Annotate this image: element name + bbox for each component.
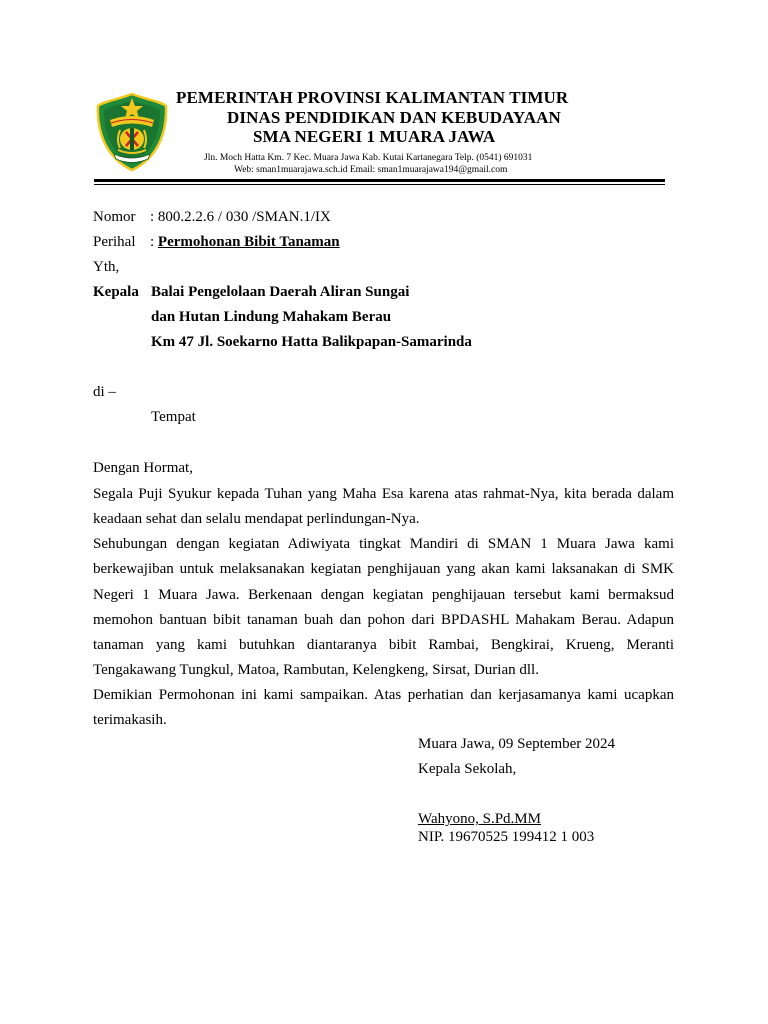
signature-name: Wahyono, S.Pd.MM — [418, 811, 541, 827]
letterhead-department: DINAS PENDIDIKAN DAN KEBUDAYAAN — [227, 108, 561, 127]
greeting: Dengan Hormat, — [93, 460, 193, 476]
tempat-label: Tempat — [151, 409, 196, 425]
paragraph-line: tanaman yang kami butuhkan diantaranya bibit Rambai, Bengkirai, Krueng, Meranti — [93, 637, 674, 654]
recipient-line3: Km 47 Jl. Soekarno Hatta Balikpapan-Samarinda — [151, 334, 472, 350]
kaltim-emblem-logo — [96, 92, 168, 172]
paragraph-line: Demikian Permohonan ini kami sampaikan. Atas perhatian dan kerjasamanya kami ucapkan — [93, 687, 674, 703]
paragraph-line: memohon bantuan bibit tanaman buah dan pohon dari BPDASHL Mahakam Berau. Adapun — [93, 611, 674, 628]
paragraph-2 — [93, 532, 674, 684]
letterhead-divider-thin — [94, 184, 665, 185]
paragraph-3 — [93, 683, 674, 734]
di-label: di – — [93, 384, 116, 400]
letterhead-school: SMA NEGERI 1 MUARA JAWA — [253, 127, 496, 146]
yth-label: Yth, — [93, 259, 120, 275]
paragraph-1 — [93, 482, 674, 533]
letterhead-government: PEMERINTAH PROVINSI KALIMANTAN TIMUR — [176, 88, 569, 107]
signature-nip: NIP. 19670525 199412 1 003 — [418, 829, 595, 845]
paragraph-line: keadaan sehat dan selalu mendapat perlindungan-Nya. — [93, 511, 420, 528]
perihal-label: Perihal — [93, 234, 136, 250]
paragraph-line: Segala Puji Syukur kepada Tuhan yang Maha Esa karena atas rahmat-Nya, kita berada dalam — [93, 486, 674, 502]
paragraph-line: berkewajiban untuk melaksanakan kegiatan penghijauan yang akan kami laksanakan di SMK — [93, 561, 674, 578]
perihal-colon: : — [150, 234, 158, 250]
letterhead-divider-thick — [94, 179, 665, 182]
nomor-label: Nomor — [93, 209, 136, 225]
paragraph-line: terimakasih. — [93, 712, 167, 729]
recipient-title: Kepala — [93, 284, 139, 300]
perihal-line — [150, 234, 340, 251]
letterhead-web-email: Web: sman1muarajawa.sch.id Email: sman1muarajawa194@gmail.com — [234, 165, 508, 175]
nomor-value: : 800.2.2.6 / 030 /SMAN.1/IX — [150, 209, 331, 225]
paragraph-line: Negeri 1 Muara Jawa. Berkenaan dengan kegiatan penghijauan tersebut kami bermaksud — [93, 586, 674, 603]
paragraph-line: Tengakawang Tungkul, Matoa, Rambutan, Kelengkeng, Sirsat, Durian dll. — [93, 662, 539, 679]
recipient-line1: Balai Pengelolaan Daerah Aliran Sungai — [151, 284, 410, 300]
perihal-subject: Permohonan Bibit Tanaman — [157, 234, 340, 250]
signature-position: Kepala Sekolah, — [418, 761, 517, 777]
recipient-line2: dan Hutan Lindung Mahakam Berau — [151, 309, 392, 325]
paragraph-line: Sehubungan dengan kegiatan Adiwiyata tingkat Mandiri di SMAN 1 Muara Jawa kami — [93, 536, 674, 552]
signature-place-date: Muara Jawa, 09 September 2024 — [418, 736, 616, 752]
letterhead-address: Jln. Moch Hatta Km. 7 Kec. Muara Jawa Kab. Kutai Kartanegara Telp. (0541) 691031 — [204, 153, 533, 163]
